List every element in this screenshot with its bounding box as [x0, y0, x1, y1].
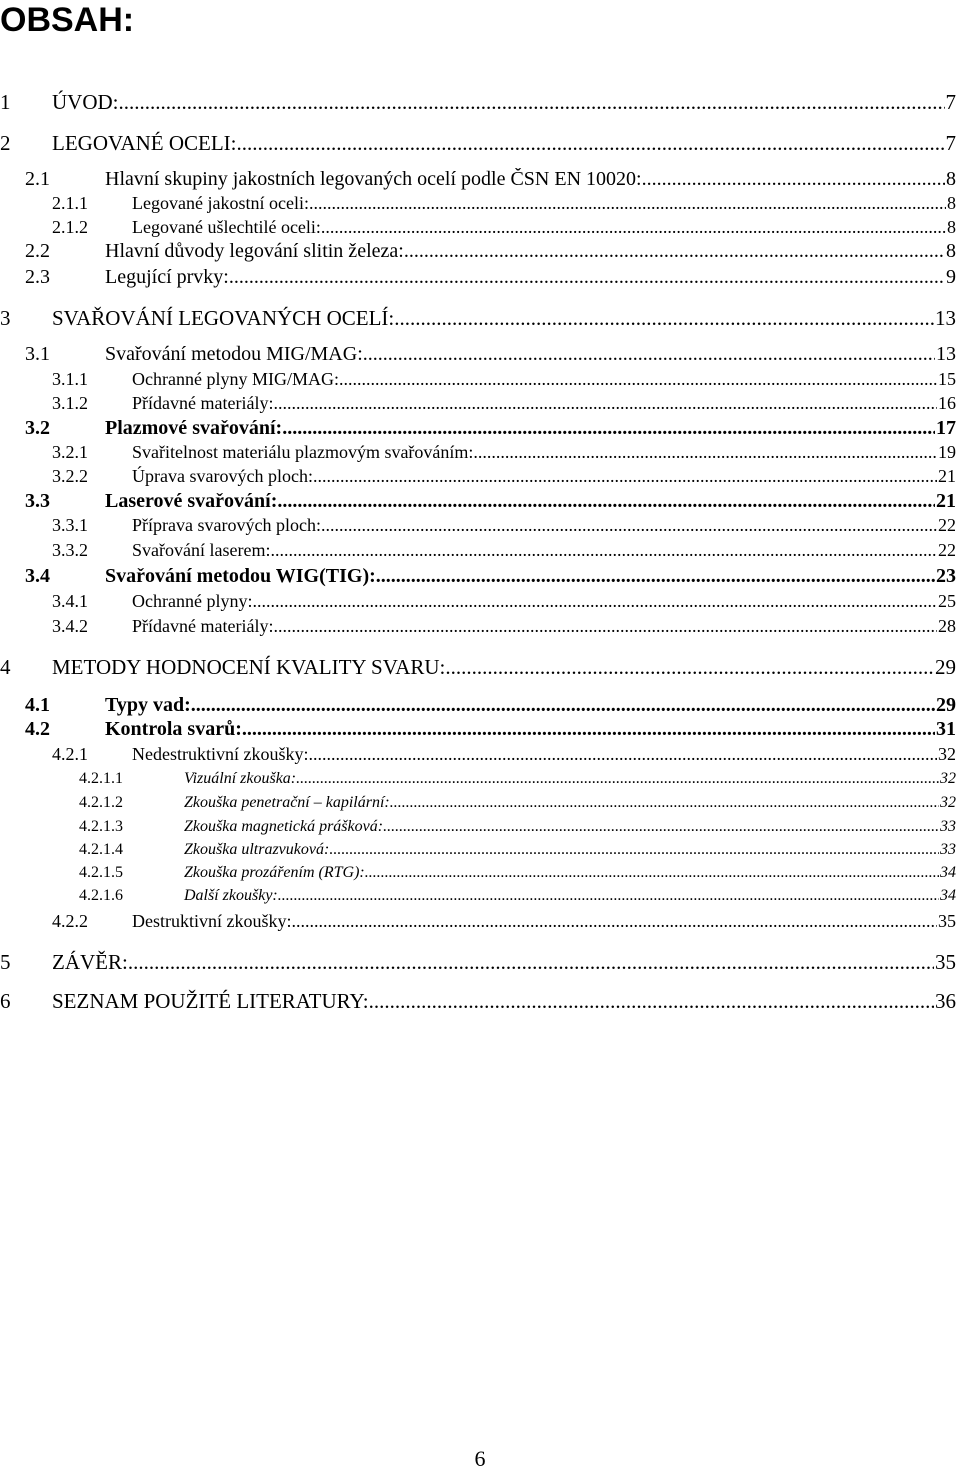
toc-entry-page: 34	[940, 864, 956, 881]
toc-entry-zaver[interactable]	[0, 950, 956, 975]
toc-entry-3-2-1[interactable]	[52, 442, 956, 463]
toc-entry-number: 2.1	[25, 168, 50, 190]
toc-entry-title: Úprava svarových ploch:	[132, 466, 313, 486]
toc-dot-leader	[363, 343, 935, 366]
toc-entry-title: Zkouška prozářením (RTG):	[184, 864, 365, 881]
toc-dot-leader	[273, 393, 937, 414]
toc-entry-page: 29	[936, 694, 956, 716]
toc-entry-3-3-2[interactable]	[52, 540, 956, 561]
toc-dot-leader	[394, 306, 934, 331]
toc-dot-leader	[277, 490, 935, 513]
toc-entry-number: 2.3	[25, 266, 50, 288]
toc-entry-title: Svařování metodou MIG/MAG:	[105, 343, 363, 365]
toc-entry-number: 3.3.1	[52, 515, 88, 535]
toc-entry-page: 32	[940, 770, 956, 787]
toc-entry-3-1[interactable]	[25, 343, 956, 366]
toc-entry-page: 28	[938, 616, 956, 636]
toc-entry-number: 3.1	[25, 343, 50, 365]
toc-entry-page: 9	[946, 266, 956, 288]
toc-entry-4-1[interactable]	[25, 694, 956, 717]
toc-dot-leader	[445, 655, 934, 680]
toc-entry-title: SVAŘOVÁNÍ LEGOVANÝCH OCELÍ:	[52, 306, 395, 330]
toc-dot-leader	[191, 694, 935, 717]
toc-entry-page: 15	[938, 369, 956, 389]
toc-entry-number: 3.4	[25, 565, 50, 587]
toc-entry-page: 17	[936, 417, 956, 439]
toc-entry-legovane-oceli[interactable]	[0, 131, 956, 156]
toc-entry-page: 35	[935, 950, 956, 974]
toc-entry-number: 4.2.1.6	[79, 887, 123, 904]
toc-entry-title: Přídavné materiály:	[132, 616, 274, 636]
toc-entry-number: 5	[0, 950, 11, 974]
toc-entry-number: 3.4.2	[52, 616, 88, 636]
toc-entry-4-2-1-4[interactable]	[79, 841, 956, 859]
toc-dot-leader	[282, 417, 935, 440]
toc-entry-title: Vizuální zkouška:	[184, 770, 297, 787]
toc-entry-page: 33	[940, 841, 956, 858]
toc-entry-number: 4.1	[25, 694, 50, 716]
toc-entry-number: 3.3	[25, 490, 50, 512]
toc-dot-leader	[296, 770, 939, 788]
toc-entry-page: 21	[938, 466, 956, 486]
toc-entry-page: 32	[940, 794, 956, 811]
toc-entry-number: 1	[0, 90, 11, 114]
toc-entry-number: 4.2.1.4	[79, 841, 123, 858]
toc-entry-title: Zkouška penetrační – kapilární:	[184, 794, 390, 811]
toc-entry-title: ZÁVĚR:	[52, 950, 128, 974]
toc-dot-leader	[313, 466, 937, 487]
toc-dot-leader	[229, 266, 945, 289]
toc-entry-number: 3.3.2	[52, 540, 88, 560]
toc-dot-leader	[321, 217, 946, 238]
toc-entry-page: 13	[936, 343, 956, 365]
toc-entry-number: 3.2.1	[52, 442, 88, 462]
toc-entry-title: METODY HODNOCENÍ KVALITY SVARU:	[52, 655, 446, 679]
toc-entry-seznam-literatury[interactable]	[0, 989, 956, 1014]
toc-dot-leader	[390, 794, 939, 812]
toc-entry-3-4-1[interactable]	[52, 591, 956, 612]
toc-entry-number: 2.1.1	[52, 193, 88, 213]
toc-entry-title: Svařování laserem:	[132, 540, 271, 560]
toc-entry-title: Svařitelnost materiálu plazmovým svařováním:	[132, 442, 474, 462]
toc-entry-3-1-1[interactable]	[52, 369, 956, 390]
toc-dot-leader	[404, 240, 945, 263]
toc-entry-page: 7	[945, 90, 956, 114]
toc-dot-leader	[473, 442, 937, 463]
toc-dot-leader	[376, 565, 935, 588]
toc-entry-2-3[interactable]	[25, 266, 956, 289]
toc-entry-title: Destruktivní zkoušky:	[132, 911, 292, 931]
toc-entry-number: 4.2.1.3	[79, 818, 123, 835]
page-number: 6	[474, 1446, 486, 1471]
toc-entry-metody-hodnoceni[interactable]	[0, 655, 956, 680]
toc-entry-3-4[interactable]	[25, 565, 956, 588]
toc-entry-page: 34	[940, 887, 956, 904]
toc-entry-title: Legované ušlechtilé oceli:	[132, 217, 321, 237]
toc-entry-4-2-1-1[interactable]	[79, 770, 956, 788]
toc-entry-title: ÚVOD:	[52, 90, 119, 114]
toc-entry-title: Další zkoušky:	[184, 887, 278, 904]
toc-entry-3-2-2[interactable]	[52, 466, 956, 487]
toc-entry-title: Laserové svařování:	[105, 490, 278, 512]
toc-dot-leader	[278, 887, 939, 905]
toc-entry-number: 4.2	[25, 718, 50, 740]
toc-entry-number: 2.2	[25, 240, 50, 262]
toc-dot-leader	[329, 841, 939, 859]
toc-entry-number: 4	[0, 655, 11, 679]
toc-entry-page: 29	[935, 655, 956, 679]
toc-entry-number: 4.2.2	[52, 911, 88, 931]
toc-entry-title: Zkouška ultrazvuková:	[184, 841, 330, 858]
toc-entry-3-2[interactable]	[25, 417, 956, 440]
toc-entry-title: Kontrola svarů:	[105, 718, 242, 740]
toc-entry-title: Zkouška magnetická prášková:	[184, 818, 384, 835]
toc-dot-leader	[321, 515, 937, 536]
toc-entry-page: 32	[938, 744, 956, 764]
toc-entry-title: Plazmové svařování:	[105, 417, 283, 439]
toc-dot-leader	[242, 718, 935, 741]
toc-dot-leader	[252, 591, 937, 612]
toc-entry-page: 33	[940, 818, 956, 835]
toc-entry-page: 23	[936, 565, 956, 587]
toc-entry-2-2[interactable]	[25, 240, 956, 263]
toc-entry-number: 6	[0, 989, 11, 1013]
toc-entry-page: 7	[945, 131, 956, 155]
toc-entry-number: 2.1.2	[52, 217, 88, 237]
toc-entry-title: Nedestruktivní zkoušky:	[132, 744, 309, 764]
toc-entry-title: Svařování metodou WIG(TIG):	[105, 565, 376, 587]
toc-entry-title: Hlavní skupiny jakostních legovaných ocelí podle ČSN EN 10020:	[105, 168, 642, 190]
toc-entry-page: 13	[935, 306, 956, 330]
toc-entry-number: 4.2.1.2	[79, 794, 123, 811]
toc-entry-number: 3.2.2	[52, 466, 88, 486]
toc-entry-title: Ochranné plyny MIG/MAG:	[132, 369, 339, 389]
toc-entry-svarovani-legovanych-oceli[interactable]	[0, 306, 956, 331]
toc-dot-leader	[237, 131, 945, 156]
toc-entry-3-3-1[interactable]	[52, 515, 956, 536]
toc-entry-2-1[interactable]	[25, 168, 956, 191]
toc-dot-leader	[309, 193, 946, 214]
toc-entry-3-4-2[interactable]	[52, 616, 956, 637]
toc-entry-page: 19	[938, 442, 956, 462]
toc-dot-leader	[273, 616, 937, 637]
toc-entry-page: 8	[946, 240, 956, 262]
toc-entry-4-2-1-2[interactable]	[79, 794, 956, 812]
toc-entry-title: Příprava svarových ploch:	[132, 515, 321, 535]
toc-entry-number: 2	[0, 131, 11, 155]
toc-entry-number: 4.2.1.5	[79, 864, 123, 881]
toc-dot-leader	[642, 168, 945, 191]
toc-entry-number: 4.2.1.1	[79, 770, 123, 787]
toc-entry-page: 22	[938, 540, 956, 560]
toc-entry-title: Ochranné plyny:	[132, 591, 253, 611]
toc-entry-3-3[interactable]	[25, 490, 956, 513]
toc-entry-4-2-1[interactable]	[52, 744, 956, 765]
toc-entry-number: 3	[0, 306, 11, 330]
toc-entry-number: 4.2.1	[52, 744, 88, 764]
toc-entry-page: 36	[935, 989, 956, 1013]
toc-entry-page: 35	[938, 911, 956, 931]
toc-entry-title: Legující prvky:	[105, 266, 229, 288]
toc-entry-title: Hlavní důvody legování slitin železa:	[105, 240, 404, 262]
toc-entry-page: 8	[947, 193, 956, 213]
toc-dot-leader	[365, 864, 939, 882]
toc-entry-uvod[interactable]	[0, 90, 956, 115]
toc-entry-number: 3.1.1	[52, 369, 88, 389]
toc-dot-leader	[339, 369, 937, 390]
toc-dot-leader	[119, 90, 945, 115]
toc-entry-title: SEZNAM POUŽITÉ LITERATURY:	[52, 989, 369, 1013]
toc-entry-page: 16	[938, 393, 956, 413]
toc-entry-page: 21	[936, 490, 956, 512]
toc-entry-2-1-1[interactable]	[52, 193, 956, 214]
toc-entry-page: 8	[947, 217, 956, 237]
toc-dot-leader	[369, 989, 934, 1014]
toc-entry-title: LEGOVANÉ OCELI:	[52, 131, 237, 155]
toc-entry-title: Přídavné materiály:	[132, 393, 274, 413]
toc-dot-leader	[128, 950, 934, 975]
toc-entry-page: 22	[938, 515, 956, 535]
toc-entry-4-2[interactable]	[25, 718, 956, 741]
toc-entry-4-2-1-3[interactable]	[79, 818, 956, 836]
toc-entry-4-2-1-5[interactable]	[79, 864, 956, 882]
toc-entry-page: 31	[936, 718, 956, 740]
page-title: OBSAH:	[0, 1, 135, 39]
toc-entry-page: 25	[938, 591, 956, 611]
toc-entry-number: 3.4.1	[52, 591, 88, 611]
toc-entry-3-1-2[interactable]	[52, 393, 956, 414]
toc-entry-2-1-2[interactable]	[52, 217, 956, 238]
toc-entry-title: Typy vad:	[105, 694, 191, 716]
toc-entry-number: 3.1.2	[52, 393, 88, 413]
toc-entry-page: 8	[946, 168, 956, 190]
toc-entry-number: 3.2	[25, 417, 50, 439]
toc-dot-leader	[270, 540, 937, 561]
toc-dot-leader	[292, 911, 938, 932]
toc-entry-title: Legované jakostní oceli:	[132, 193, 309, 213]
toc-dot-leader	[383, 818, 939, 836]
toc-dot-leader	[308, 744, 937, 765]
toc-entry-4-2-1-6[interactable]	[79, 887, 956, 905]
toc-entry-4-2-2[interactable]	[52, 911, 956, 932]
